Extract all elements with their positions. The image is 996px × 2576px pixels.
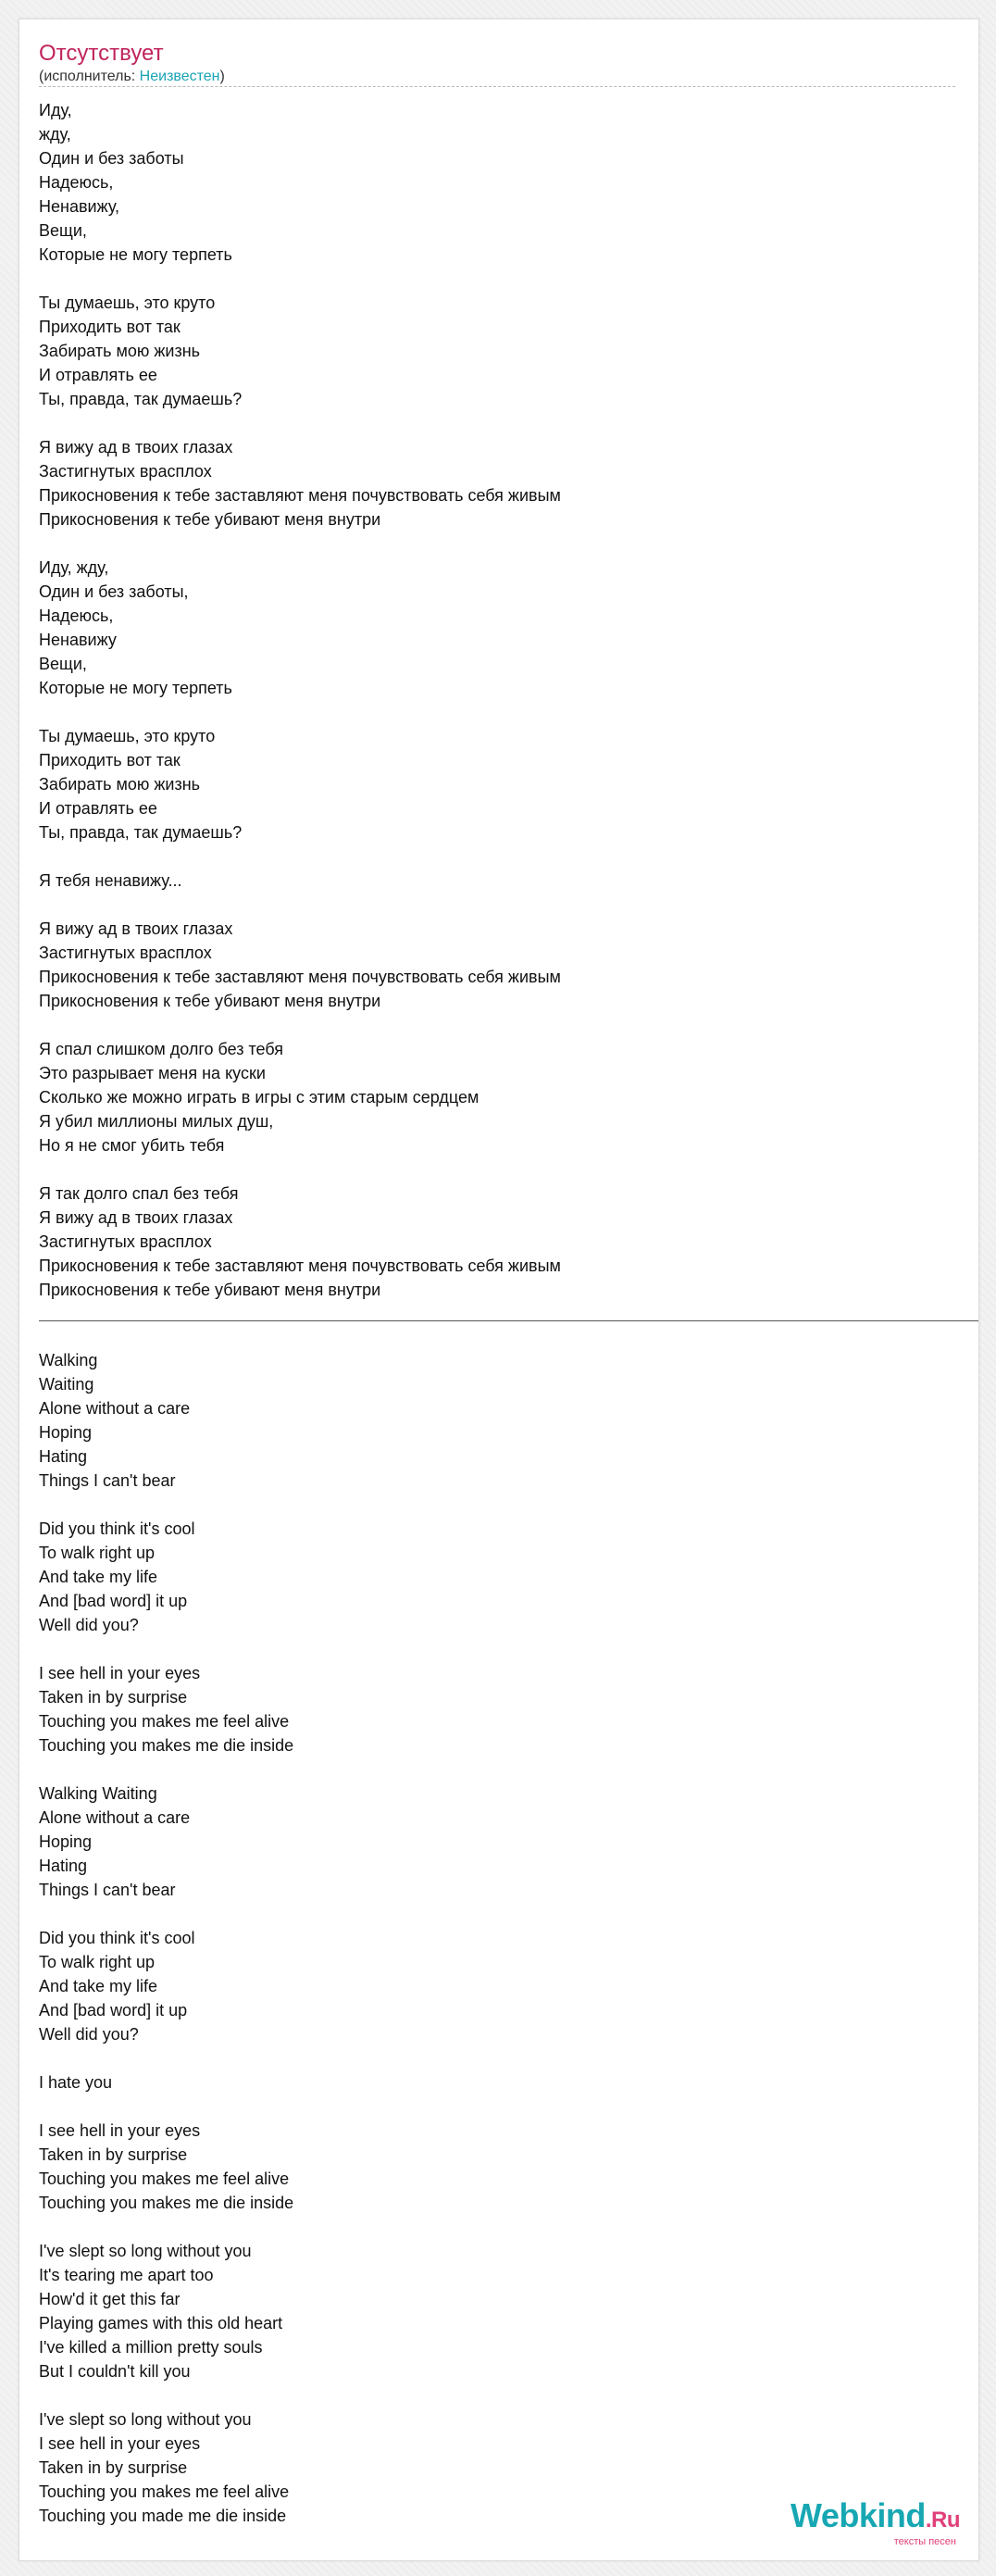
artist-prefix: (исполнитель: (39, 69, 140, 84)
song-title: Отсутствует (39, 41, 164, 66)
logo-main-text: Webkind (790, 2496, 926, 2534)
artist-link[interactable]: Неизвестен (139, 69, 220, 84)
lyrics-english: Walking Waiting Alone without a care Hoping Hating Things I can't bear Did you think it's cool To walk right up And take my life And [bad word] it up Well did you? I see hell in your eyes Taken in by surprise Touching you makes me feel alive Touching you makes me die inside Walking Waiting Alone without a care Hoping Hating Things I can't bear Did you think it's cool To walk right up And take my life And [bad word] it up Well did you? I hate you I see hell in your eyes Taken in by surprise Touching you makes me feel alive Touching you makes me die inside I've slept so long without you It's tearing me apart too How'd it get this far Playing games with this old heart I've killed a million pretty souls But I couldn't kill you I've slept so long without you I see hell in your eyes Taken in by surprise Touching you makes me feel alive Touching you made me die inside (39, 1351, 294, 2525)
logo-tld: .Ru (925, 2507, 960, 2532)
site-logo[interactable] (791, 2498, 960, 2547)
artist-line (39, 68, 225, 86)
dotted-divider (39, 86, 955, 87)
translation-separator (39, 1320, 979, 1321)
lyrics-russian: Иду, жду, Один и без заботы Надеюсь, Ненавижу, Вещи, Которые не могу терпеть Ты думаешь, это круто Приходить вот так Забирать мою жизнь И отравлять ее Ты, правда, так думаешь? Я вижу ад в твоих глазах Застигнутых врасплох Прикосновения к тебе заставляют меня почувствовать себя живым Прикосновения к тебе убивают меня внутри Иду, жду, Один и без заботы, Надеюсь, Ненавижу Вещи, Которые не могу терпеть Ты думаешь, это круто Приходить вот так Забирать мою жизнь И отравлять ее Ты, правда, так думаешь? Я тебя ненавижу... Я вижу ад в твоих глазах Застигнутых врасплох Прикосновения к тебе заставляют меня почувствовать себя живым Прикосновения к тебе убивают меня внутри Я спал слишком долго без тебя Это разрывает меня на куски Сколько же можно играть в игры с этим старым сердцем Я убил миллионы милых душ, Но я не смог убить тебя Я так долго спал без тебя Я вижу ад в твоих глазах Застигнутых врасплох Прикосновения к тебе заставляют меня почувствовать себя живым Прикосновения к тебе убивают меня внутри (39, 101, 561, 1299)
logo-tagline: тексты песен (893, 2536, 956, 2547)
artist-suffix: ) (219, 69, 225, 84)
logo-wordmark (791, 2498, 960, 2538)
lyrics-card (19, 19, 979, 2561)
